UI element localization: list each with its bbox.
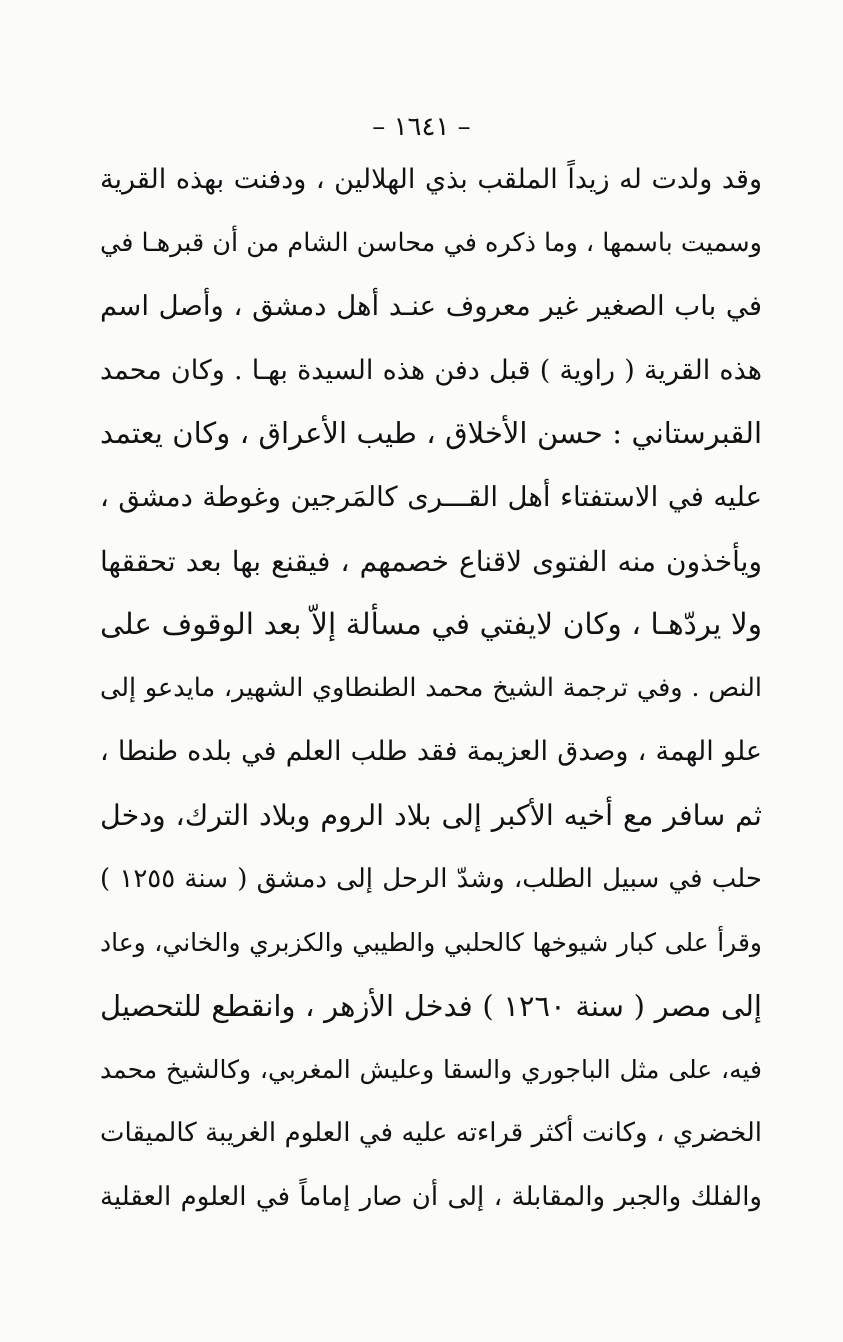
text-line: الخضري ، وكانت أكثر قراءته عليه في العلوم الغريبة كالميقات bbox=[100, 1117, 762, 1148]
text-line: وقرأ على كبار شيوخها كالحلبي والطيبي والكزبري والخاني، وعاد bbox=[100, 928, 762, 958]
text-line: إلى مصر ( سنة ١٢٦٠ ) فدخل الأزهر ، وانقطع للتحصيل bbox=[100, 988, 762, 1023]
text-line: ولا يردّهـا ، وكان لايفتي في مسألة إلاّ بعد الوقوف على bbox=[100, 607, 762, 642]
text-line: والفلك والجبر والمقابلة ، إلى أن صار إماماً في العلوم العقلية bbox=[100, 1181, 762, 1212]
text-line: حلب في سبيل الطلب، وشدّ الرحل إلى دمشق ( سنة ١٢٥٥ ) bbox=[100, 863, 762, 894]
text-line: فيه، على مثل الباجوري والسقا وعليش المغربي، وكالشيخ محمد bbox=[100, 1055, 762, 1085]
text-line: ويأخذون منه الفتوى لاقناع خصمهم ، فيقنع بها بعد تحققها bbox=[100, 544, 762, 578]
text-line: النص . وفي ترجمة الشيخ محمد الطنطاوي الشهير، مايدعو إلى bbox=[100, 672, 762, 703]
text-line: في باب الصغير غير معروف عنـد أهل دمشق ، وأصل اسم bbox=[100, 290, 762, 323]
text-line: ثم سافر مع أخيه الأكبر إلى بلاد الروم وبلاد الترك، ودخل bbox=[100, 798, 762, 832]
text-line: وسميت باسمها ، وما ذكره في محاسن الشام من أن قبرهـا في bbox=[100, 227, 762, 258]
text-line: علو الهمة ، وصدق العزيمة فقد طلب العلم في بلده طنطا ، bbox=[100, 736, 762, 768]
text-line: وقد ولدت له زيداً الملقب بذي الهلالين ، ودفنت بهذه القرية bbox=[100, 164, 762, 195]
page-number: – ١٦٤١ – bbox=[372, 112, 471, 142]
text-line: القبرستاني : حسن الأخلاق ، طيب الأعراق ، وكان يعتمد bbox=[100, 416, 762, 451]
body-text bbox=[100, 148, 762, 1229]
text-line: عليه في الاستفتاء أهل القـــرى كالمَرجين وغوطة دمشق ، bbox=[100, 480, 762, 513]
text-line: هذه القرية ( راوية ) قبل دفن هذه السيدة بهـا . وكان محمد bbox=[100, 354, 762, 386]
